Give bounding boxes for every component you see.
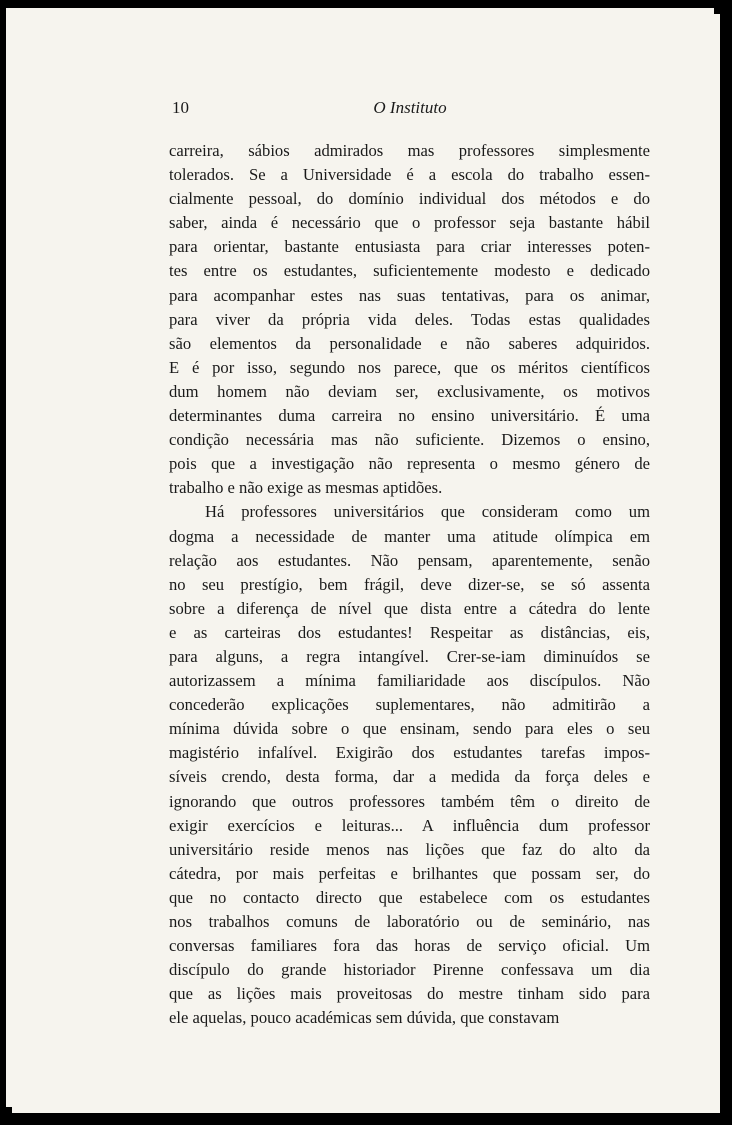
text-line: nos trabalhos comuns de laboratório ou de seminário, nas [169, 912, 650, 931]
text-line: exigir exercícios e leituras... A influência dum professor [169, 815, 650, 835]
text-line: carreira, sábios admirados mas professores simplesmente [169, 141, 650, 160]
text-line: síveis crendo, desta forma, dar a medida da força deles e [169, 767, 650, 787]
text-line: determinantes duma carreira no ensino universitário. É uma [169, 406, 650, 426]
text-line: relação aos estudantes. Não pensam, aparentemente, senão [169, 550, 650, 570]
text-line: ignorando que outros professores também têm o direito de [169, 791, 650, 811]
text-line: concederão explicações suplementares, não admitirão a [169, 695, 650, 715]
text-line: dum homem não deviam ser, exclusivamente, os motivos [169, 381, 650, 401]
text-line: no seu prestígio, bem frágil, deve dizer-se, se só assenta [169, 574, 650, 594]
text-line: mínima dúvida sobre o que ensinam, sendo para eles o seu [169, 719, 650, 739]
text-line: tes entre os estudantes, suficientemente modesto e dedicado [169, 261, 650, 281]
text-line: trabalho e não exige as mesmas aptidões. [169, 478, 443, 498]
text-line: autorizassem a mínima familiaridade aos discípulos. Não [169, 671, 650, 691]
scan-corner-mark [6, 1107, 12, 1113]
text-line: que no contacto directo que estabelece com os estudantes [169, 887, 650, 907]
text-line: discípulo do grande historiador Pirenne confessava um dia [169, 960, 650, 980]
text-line: cialmente pessoal, do domínio individual dos métodos e do [169, 189, 650, 209]
scanned-page [6, 8, 720, 1113]
scan-corner-mark [714, 8, 720, 14]
text-line: que as lições mais proveitosas do mestre tinham sido para [169, 984, 650, 1004]
text-line: são elementos da personalidade e não saberes adquiridos. [169, 333, 650, 353]
text-line: para alguns, a regra intangível. Crer-se-iam diminuídos se [169, 646, 650, 666]
text-line: Há professores universitários que consideram como um [205, 502, 650, 522]
page-header [172, 98, 648, 124]
text-line: magistério infalível. Exigirão dos estudantes tarefas impos- [169, 743, 650, 763]
text-line: pois que a investigação não representa o mesmo género de [169, 454, 650, 474]
text-line: universitário reside menos nas lições que faz do alto da [169, 839, 650, 859]
text-line: sobre a diferença de nível que dista entre a cátedra do lente [169, 598, 650, 618]
body-text [169, 139, 650, 1030]
text-line: tolerados. Se a Universidade é a escola do trabalho essen- [169, 165, 650, 185]
text-line: cátedra, por mais perfeitas e brilhantes que possam ser, do [169, 863, 650, 883]
text-line: E é por isso, segundo nos parece, que os méritos científicos [169, 357, 650, 377]
page-number: 10 [172, 98, 189, 117]
text-line: saber, ainda é necessário que o professor seja bastante hábil [169, 213, 650, 233]
text-line: para orientar, bastante entusiasta para criar interesses poten- [169, 237, 650, 257]
text-line: para acompanhar estes nas suas tentativas, para os animar, [169, 285, 650, 305]
text-line: para viver da própria vida deles. Todas estas qualidades [169, 309, 650, 329]
text-line: condição necessária mas não suficiente. Dizemos o ensino, [169, 430, 650, 450]
text-line: e as carteiras dos estudantes! Respeitar as distâncias, eis, [169, 622, 650, 642]
text-line: conversas familiares fora das horas de serviço oficial. Um [169, 936, 650, 956]
text-line: ele aquelas, pouco académicas sem dúvida, que constavam [169, 1008, 560, 1028]
running-title: O Instituto [373, 98, 447, 117]
text-line: dogma a necessidade de manter uma atitude olímpica em [169, 526, 650, 546]
